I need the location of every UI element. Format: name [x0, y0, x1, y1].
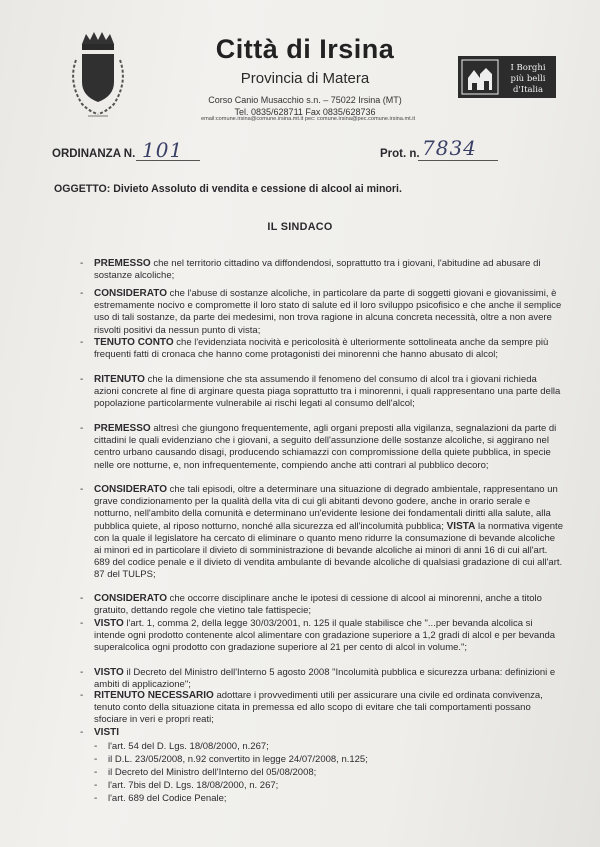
- visti-list-item: il D.L. 23/05/2008, n.92 convertito in legge 24/07/2008, n.125;: [108, 754, 368, 765]
- recital-paragraph: [94, 593, 564, 617]
- svg-text:più belli: più belli: [510, 74, 546, 84]
- paragraph-bullet: -: [80, 484, 84, 495]
- visti-bullet: -: [94, 767, 98, 778]
- city-crest-icon: [62, 30, 134, 128]
- recital-text: che l'abuse di sostanze alcoliche, in particolare da parte di soggetti giovani e giovanissimi, è estremamente nocivo e compromette il loro stato di salute ed il loro sviluppo psicofisico e che anche il semplice uso di tali sostanze, da parte dei medesimi, non trova ragione in alcuna concreta necessità, oltre a non avere risvolti positivi da nessun punto di vista;: [94, 288, 562, 336]
- visti-bullet: -: [94, 780, 98, 791]
- visti-bullet: -: [94, 754, 98, 765]
- paragraph-bullet: -: [80, 258, 84, 269]
- borghi-badge-logo: [458, 56, 556, 98]
- subject-label: OGGETTO:: [54, 183, 111, 195]
- recital-paragraph: [94, 288, 564, 337]
- recital-paragraph: [94, 337, 564, 361]
- recital-paragraph: [94, 374, 564, 411]
- subject-text: Divieto Assoluto di vendita e cessione di alcool ai minori.: [110, 183, 402, 195]
- recital-text: che la dimensione che sta assumendo il fenomeno del consumo di alcol tra i giovani richieda azioni concrete al fine di arginare questa piaga soprattutto tra i minorenni, i quali rappresentano una parte della popolazione particolarmente vulnerabile ai rischi legati al consumo dell'alcol;: [94, 374, 561, 410]
- mayor-heading: IL SINDACO: [267, 221, 333, 233]
- protocol-number: 7834: [422, 136, 477, 160]
- paragraph-bullet: -: [80, 374, 84, 385]
- visti-list-item: l'art. 7bis del D. Lgs. 18/08/2000, n. 267;: [108, 780, 279, 791]
- province-name: Provincia di Matera: [240, 70, 370, 87]
- recital-keyword: VISTI: [94, 727, 120, 738]
- visti-list-item: il Decreto del Ministro dell'Interno del 05/08/2008;: [108, 767, 317, 778]
- paragraph-bullet: -: [80, 690, 84, 701]
- recital-keyword: CONSIDERATO: [94, 288, 167, 299]
- recital-keyword: RITENUTO: [94, 374, 145, 385]
- subject-line: [54, 183, 402, 195]
- recital-paragraph: [94, 667, 564, 691]
- recital-keyword: PREMESSO: [94, 423, 151, 434]
- recital-keyword: CONSIDERATO: [94, 484, 167, 495]
- visti-bullet: -: [94, 793, 98, 804]
- recital-text: che nel territorio cittadino va diffondendosi, soprattutto tra i giovani, l'abitudine ad abusare di sostanze alcoliche;: [94, 258, 541, 282]
- paragraph-bullet: -: [80, 593, 84, 604]
- paragraph-bullet: -: [80, 288, 84, 299]
- recital-text: la normativa vigente con la quale il legislatore ha cercato di eliminare o quanto meno ridurre la consumazione di bevande alcoliche ai minori ed in particolare il divieto di somministrazione di bevande alcoliche ai minori di anni 16 di cui all'art. 689 del codice penale e il divieto di vendita ambulante di bevande alcoliche di qualsiasi gradazione di cui all'art. 87 del TULPS;: [94, 520, 563, 581]
- visti-list-item: l'art. 54 del D. Lgs. 18/08/2000, n.267;: [108, 741, 269, 752]
- svg-text:I Borghi: I Borghi: [510, 63, 546, 73]
- svg-text:d'Italia: d'Italia: [512, 85, 544, 95]
- recital-keyword: TENUTO CONTO: [94, 337, 174, 348]
- recital-text: adottare i provvedimenti utili per assicurare una civile ed ordinata convivenza, tenuto conto della situazione citata in premessa ed allo scopo di evitare che tali comportamenti possano sfociare in veri e propri reati;: [94, 690, 543, 726]
- recital-text: l'art. 1, comma 2, della legge 30/03/2001, n. 125 il quale stabilisce che "...per bevanda alcolica si intende ogni prodotto contenente alcol alimentare con gradazione superiore a 1,2 gradi di alcol e per bevanda superalcolica ogni prodotto con gradazione superiore al 21 per cento di alcol in volume.";: [94, 618, 556, 654]
- recital-paragraph: [94, 258, 564, 282]
- protocol-number-line: [418, 160, 498, 161]
- ordinance-label: ORDINANZA N.: [52, 148, 136, 160]
- recital-keyword: PREMESSO: [94, 258, 151, 269]
- address-block: [150, 94, 460, 118]
- street-address: Corso Canio Musacchio s.n. – 75022 Irsina (MT): [208, 95, 402, 105]
- email-contacts: email:comune.irsina@comune.irsina.mt.it pec: comune.irsina@pec.comune.irsina.mt.it: [200, 116, 416, 122]
- paragraph-bullet: -: [80, 337, 84, 348]
- recital-keyword: VISTA: [443, 520, 476, 532]
- recital-paragraph: [94, 423, 564, 472]
- visti-list-item: l'art. 689 del Codice Penale;: [108, 793, 227, 804]
- recital-paragraph: [94, 690, 564, 727]
- paragraph-bullet: -: [80, 423, 84, 434]
- paragraph-bullet: -: [80, 618, 84, 629]
- recital-text: altresì che giungono frequentemente, agli organi preposti alla vigilanza, segnalazioni da parte di cittadini le quali evidenziano che i giovani, a seguito dell'assunzione delle sostanze alcoliche, si aggirano nel centro urbano causando disagi, producendo schiamazzi con compromissione della quiete pubblica, in specie nelle ore notturne, e, non infrequentemente, compiendo anche atti contrari al pubblico decoro;: [94, 423, 557, 471]
- recital-text: che occorre disciplinare anche le ipotesi di cessione di alcool ai minorenni, anche a titolo gratuito, dettando regole che vietino tale fattispecie;: [94, 593, 542, 617]
- recital-keyword: CONSIDERATO: [94, 593, 167, 604]
- recital-keyword: VISTO: [94, 667, 124, 678]
- protocol-label: Prot. n.: [380, 148, 420, 160]
- recital-text: che tali episodi, oltre a determinare una situazione di degrado ambientale, rappresentano un grave condizionamento per la qualità della vita di cui gli abitanti devono godere, anche in orario serale e notturno, nell'ambito della comunità e determinano un'evidente lesione dei fondamentali diritti alla salute, alla pubblica quiete, al riposo notturno, nonché alla sicurezza ed all'incolumità pubblica;: [94, 484, 558, 532]
- phone-fax: Tel. 0835/628711 Fax 0835/628736: [234, 107, 376, 117]
- city-title: Città di Irsina: [215, 34, 395, 64]
- recital-paragraph: [94, 618, 564, 655]
- recital-paragraph: [94, 484, 564, 582]
- paragraph-bullet: -: [80, 667, 84, 678]
- paragraph-bullet: -: [80, 727, 84, 738]
- recital-text: il Decreto del Ministro dell'Interno 5 agosto 2008 "Incolumità pubblica e sicurezza urbana: definizioni e ambiti di applicazione";: [94, 667, 556, 691]
- visti-bullet: -: [94, 741, 98, 752]
- recital-keyword: RITENUTO NECESSARIO: [94, 690, 214, 701]
- recital-paragraph: [94, 727, 564, 739]
- recital-keyword: VISTO: [94, 618, 124, 629]
- recital-text: che l'evidenziata nocività e pericolosità è ulteriormente sottolineata anche da sempre più frequenti fatti di cronaca che hanno come protagonisti dei minorenni che hanno abusato di alcol;: [94, 337, 549, 361]
- ordinance-number: 101: [142, 138, 184, 162]
